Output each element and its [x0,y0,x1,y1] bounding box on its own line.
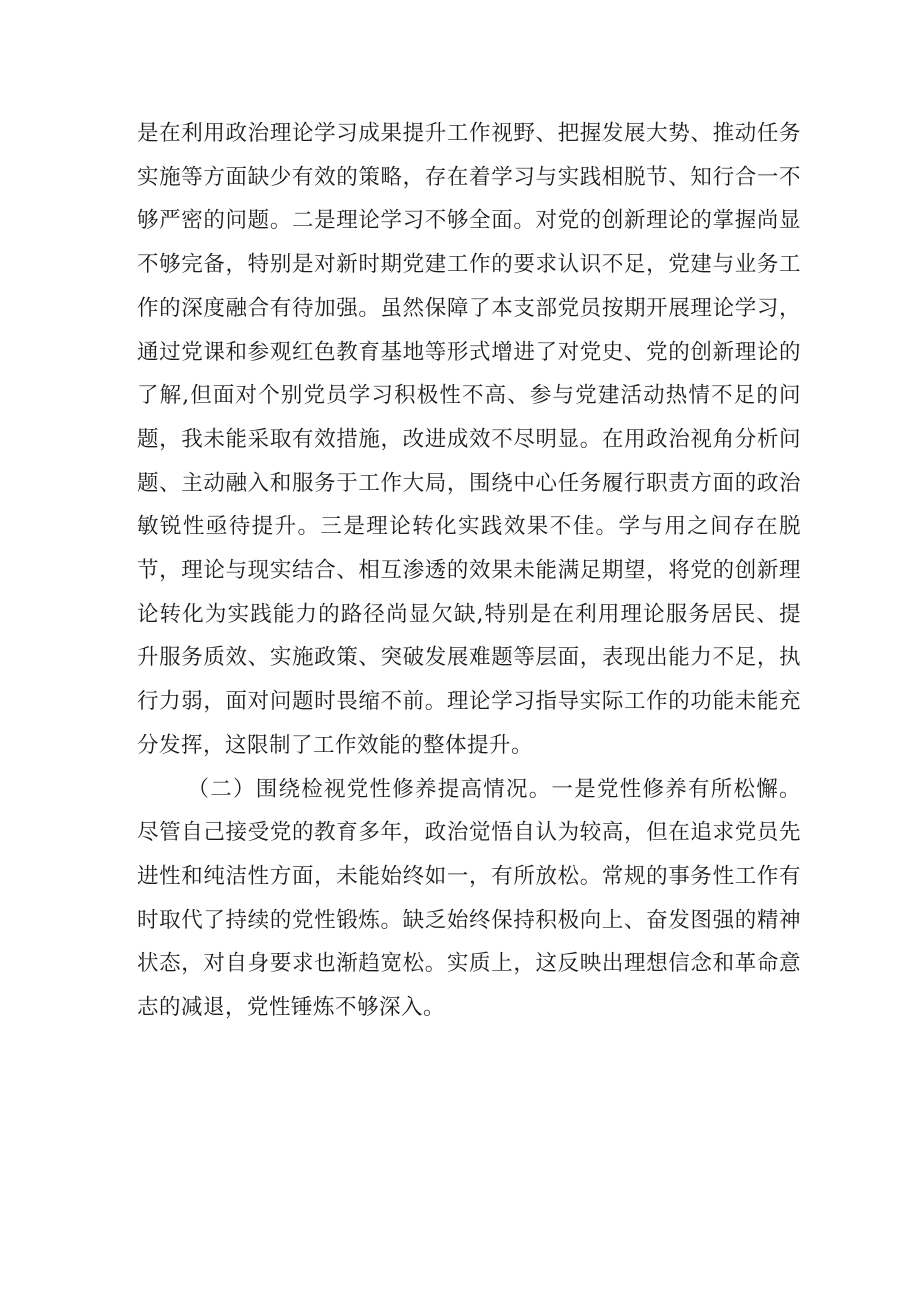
paragraph-continuation: 是在利用政治理论学习成果提升工作视野、把握发展大势、推动任务实施等方面缺少有效的策略，存在着学习与实践相脱节、知行合一不够严密的问题。二是理论学习不够全面。对党的创新理论的掌握尚显不够完备，特别是对新时期党建工作的要求认识不足，党建与业务工作的深度融合有待加强。虽然保障了本支部党员按期开展理论学习，通过党课和参观红色教育基地等形式增进了对党史、党的创新理论的了解,但面对个别党员学习积极性不高、参与党建活动热情不足的问题，我未能采取有效措施，改进成效不尽明显。在用政治视角分析问题、主动融入和服务于工作大局，围绕中心任务履行职责方面的政治敏锐性亟待提升。三是理论转化实践效果不佳。学与用之间存在脱节，理论与现实结合、相互渗透的效果未能满足期望，将党的创新理论转化为实践能力的路径尚显欠缺,特别是在利用理论服务居民、提升服务质效、实施政策、突破发展难题等层面，表现出能力不足，执行力弱，面对问题时畏缩不前。理论学习指导实际工作的功能未能充分发挥，这限制了工作效能的整体提升。 [137,121,801,758]
document-body [137,112,801,1030]
paragraph-section-2: （二）围绕检视党性修养提高情况。一是党性修养有所松懈。尽管自己接受党的教育多年，政治觉悟自认为较高，但在追求党员先进性和纯洁性方面，未能始终如一，有所放松。常规的事务性工作有时取代了持续的党性锻炼。缺乏始终保持积极向上、奋发图强的精神状态，对自身要求也渐趋宽松。实质上，这反映出理想信念和革命意志的减退，党性锤炼不够深入。 [137,776,801,1021]
